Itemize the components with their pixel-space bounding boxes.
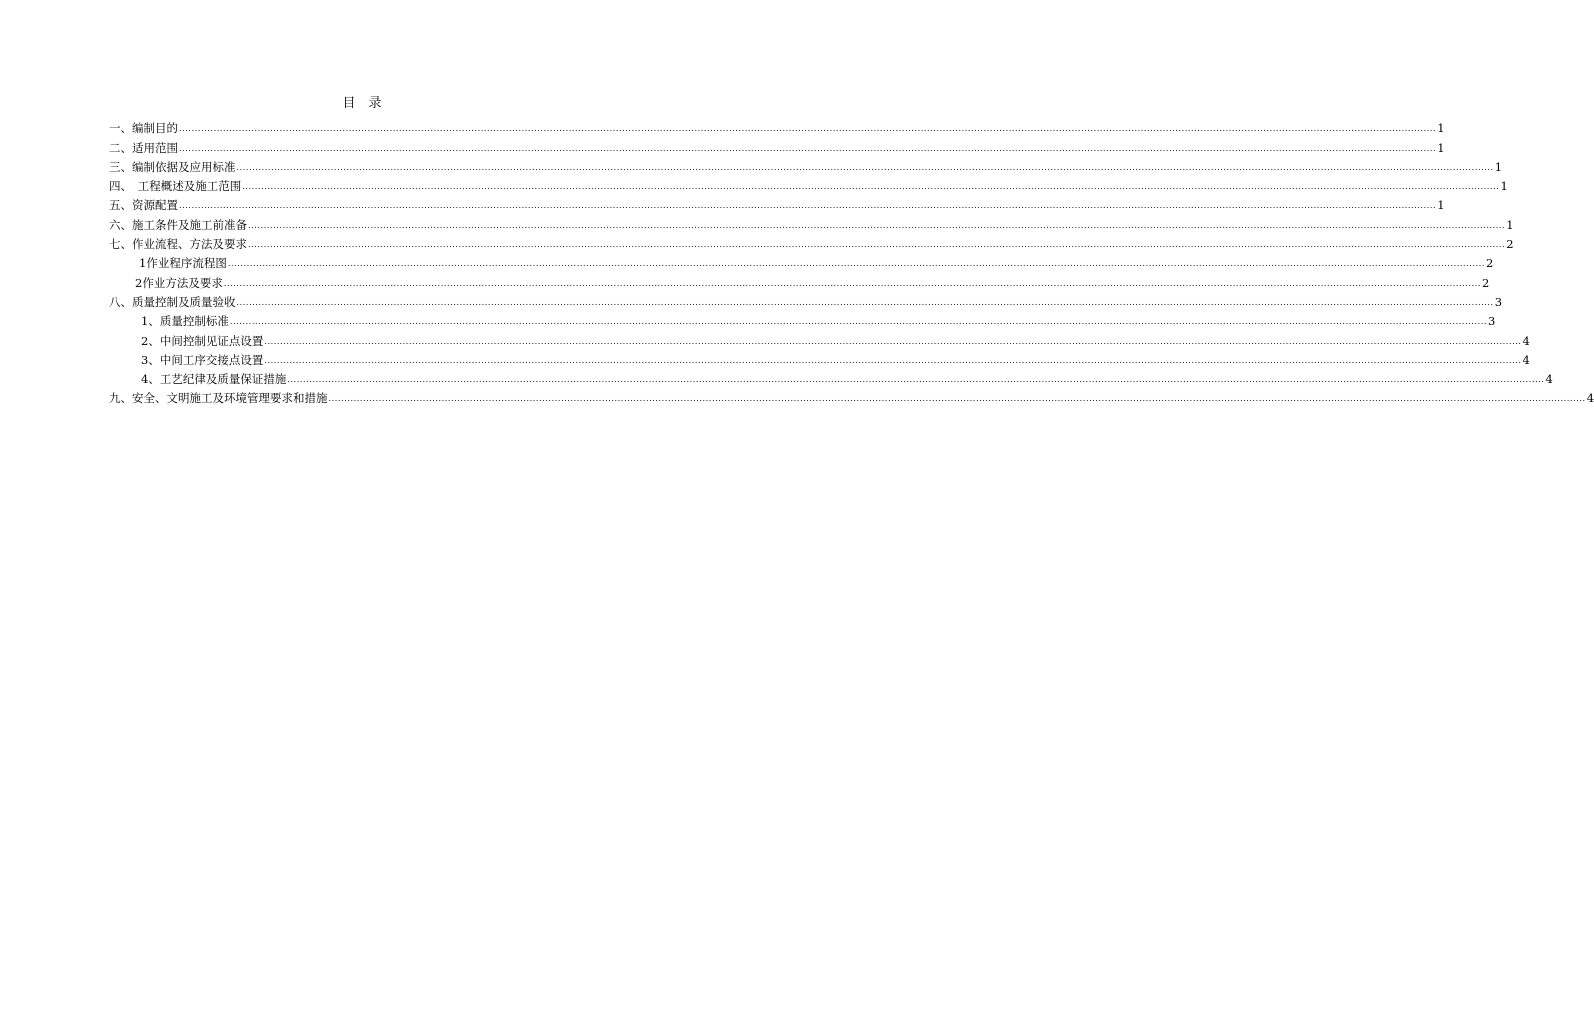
toc-title: 目 录	[342, 96, 382, 111]
toc-entry-label: 三、编制依据及应用标准	[109, 159, 236, 174]
toc-leader-dots: ................................................................................................................................................................................................................................................................................................................................................................................................................	[179, 124, 1437, 134]
toc-entry[interactable]	[109, 232, 1514, 252]
toc-entry-label: 3、中间工序交接点设置	[141, 352, 264, 367]
toc-entry[interactable]	[109, 270, 1490, 290]
toc-leader-dots: ................................................................................................................................................................................................................................................................................................................................................................................................................	[179, 143, 1437, 153]
toc-entry[interactable]	[109, 348, 1530, 367]
toc-leader-dots: ................................................................................................................................................................................................................................................................................................................................................................................................................	[236, 297, 1494, 307]
toc-entry-label: 一、编制目的	[109, 121, 178, 136]
toc-page-number: 1	[1437, 140, 1445, 155]
toc-entry-label: 九、安全、文明施工及环境管理要求和措施	[109, 391, 328, 406]
toc-page-number: 1	[1437, 121, 1445, 136]
toc-entry-label: 4、工艺纪律及质量保证措施	[141, 372, 287, 387]
toc-page-number: 2	[1506, 237, 1514, 252]
toc-leader-dots: ................................................................................................................................................................................................................................................................................................................................................................................................................	[264, 336, 1522, 346]
toc-page-number: 4	[1522, 333, 1530, 348]
toc-entry[interactable]	[109, 135, 1445, 155]
toc-leader-dots: ................................................................................................................................................................................................................................................................................................................................................................................................................	[287, 375, 1545, 385]
toc-entry[interactable]	[109, 309, 1496, 329]
toc-leader-dots: ................................................................................................................................................................................................................................................................................................................................................................................................................	[328, 394, 1586, 404]
table-of-contents	[109, 116, 1594, 406]
toc-entry[interactable]	[109, 212, 1514, 232]
toc-entry-label: 1、质量控制标准	[141, 314, 229, 329]
toc-page-number: 4	[1586, 391, 1594, 406]
toc-entry-label: 2、中间控制见证点设置	[141, 333, 264, 348]
toc-leader-dots: ................................................................................................................................................................................................................................................................................................................................................................................................................	[223, 278, 1482, 288]
toc-entry-label: 四、 工程概述及施工范围	[109, 179, 242, 194]
toc-leader-dots: ................................................................................................................................................................................................................................................................................................................................................................................................................	[229, 317, 1488, 327]
toc-page-number: 2	[1486, 256, 1494, 271]
toc-entry-label: 二、适用范围	[109, 140, 178, 155]
toc-entry-label: 五、资源配置	[109, 198, 178, 213]
toc-entry[interactable]	[109, 116, 1445, 136]
toc-page-number: 1	[1500, 179, 1508, 194]
toc-leader-dots: ................................................................................................................................................................................................................................................................................................................................................................................................................	[227, 259, 1486, 269]
toc-entry-label: 六、施工条件及施工前准备	[109, 217, 247, 232]
toc-page-number: 4	[1545, 372, 1553, 387]
toc-entry[interactable]	[109, 386, 1594, 406]
toc-page-number: 1	[1506, 217, 1514, 232]
toc-entry[interactable]	[109, 367, 1553, 387]
toc-entry[interactable]	[109, 174, 1508, 194]
toc-leader-dots: ................................................................................................................................................................................................................................................................................................................................................................................................................	[248, 240, 1506, 250]
toc-entry-label: 七、作业流程、方法及要求	[109, 237, 247, 252]
toc-leader-dots: ................................................................................................................................................................................................................................................................................................................................................................................................................	[242, 182, 1500, 192]
toc-entry[interactable]	[109, 290, 1503, 309]
toc-leader-dots: ................................................................................................................................................................................................................................................................................................................................................................................................................	[236, 162, 1494, 172]
toc-entry-label: 2作业方法及要求	[135, 275, 223, 290]
toc-entry-label: 八、质量控制及质量验收	[109, 294, 236, 309]
toc-page-number: 3	[1494, 294, 1503, 309]
toc-page-number: 2	[1482, 275, 1490, 290]
toc-leader-dots: ................................................................................................................................................................................................................................................................................................................................................................................................................	[248, 220, 1506, 230]
toc-entry[interactable]	[109, 155, 1503, 174]
toc-page-number: 3	[1488, 314, 1496, 329]
toc-page-number: 1	[1437, 198, 1445, 213]
toc-page-number: 4	[1522, 352, 1530, 367]
toc-entry-label: 1作业程序流程图	[139, 256, 227, 271]
toc-entry[interactable]	[109, 193, 1445, 213]
toc-entry[interactable]	[109, 251, 1494, 271]
toc-entry[interactable]	[109, 328, 1530, 348]
toc-leader-dots: ................................................................................................................................................................................................................................................................................................................................................................................................................	[264, 355, 1522, 365]
toc-page-number: 1	[1494, 159, 1503, 174]
toc-leader-dots: ................................................................................................................................................................................................................................................................................................................................................................................................................	[179, 201, 1437, 211]
